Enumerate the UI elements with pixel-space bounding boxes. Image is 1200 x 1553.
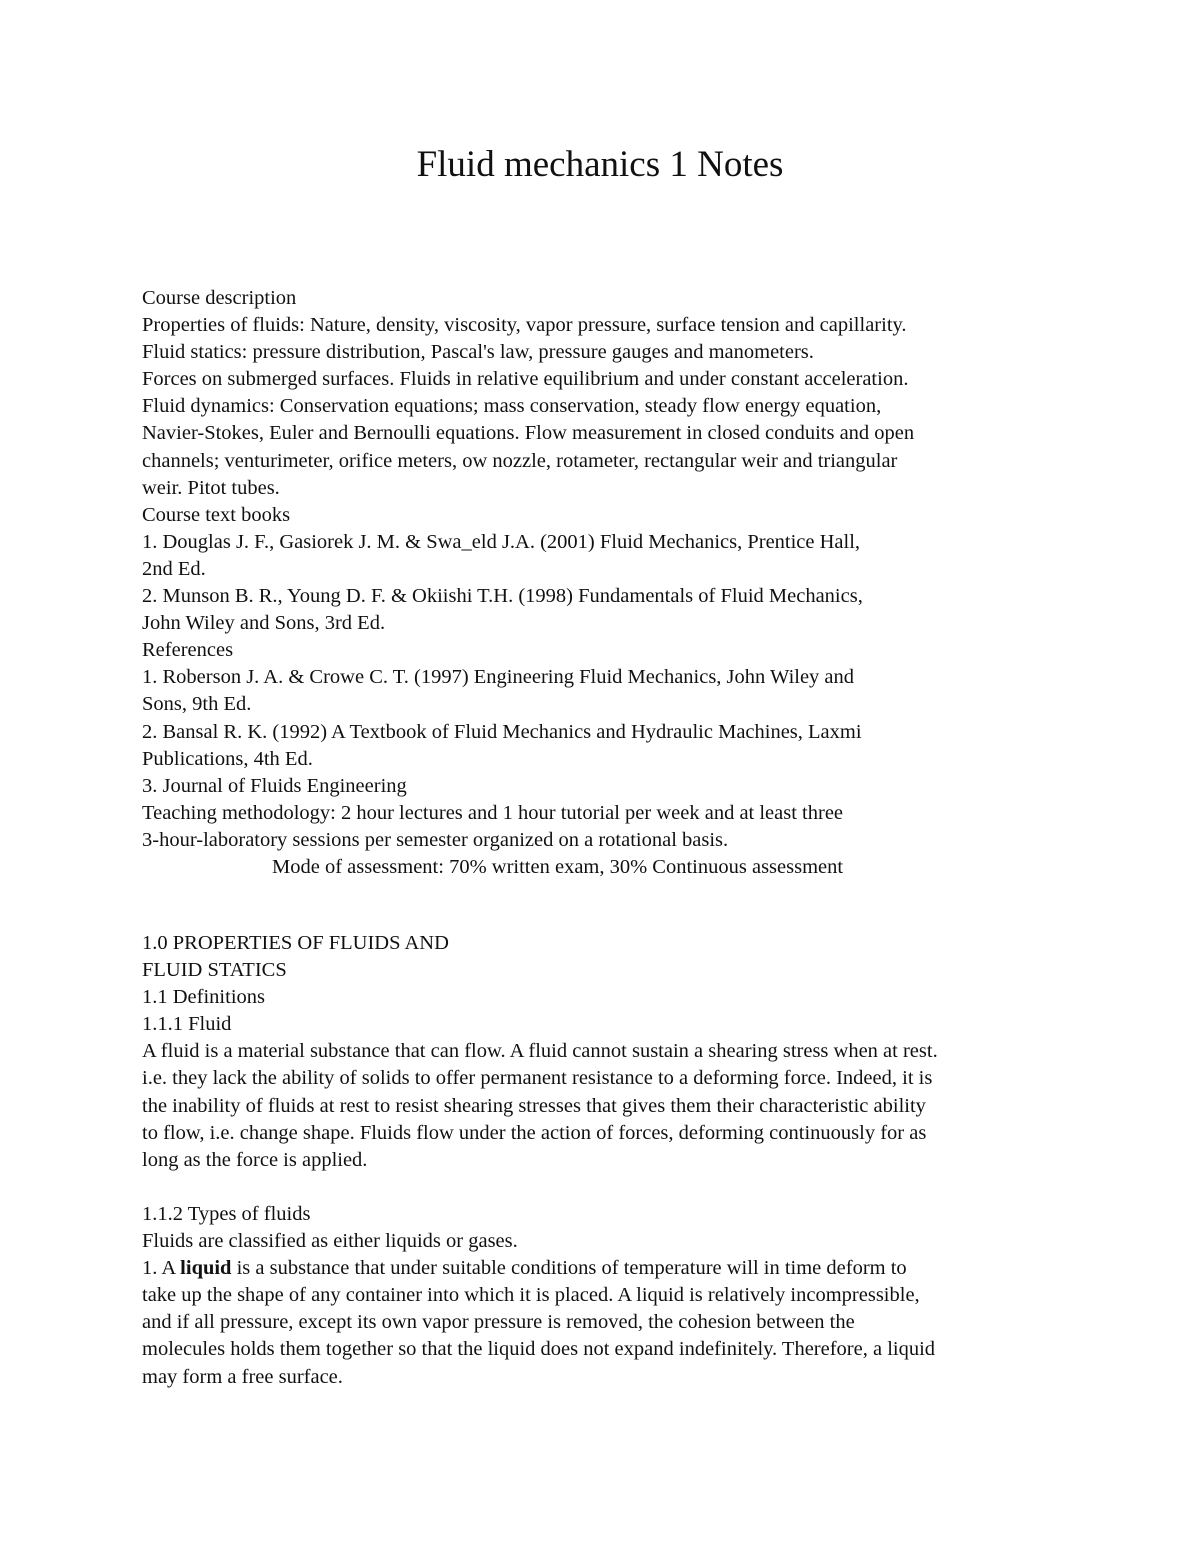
textbook-line: John Wiley and Sons, 3rd Ed. — [142, 612, 386, 635]
chapter-block — [142, 930, 1072, 1391]
section-heading-types: 1.1.2 Types of fluids — [142, 1202, 311, 1225]
textbook-line: 2nd Ed. — [142, 557, 206, 580]
chapter-heading: 1.0 PROPERTIES OF FLUIDS AND — [142, 932, 449, 954]
section-heading-definitions: 1.1 Definitions — [142, 986, 265, 1009]
fluid-paragraph-line: A fluid is a material substance that can flow. A fluid cannot sustain a shearing stress when at rest. — [142, 1040, 938, 1063]
course-description-line: weir. Pitot tubes. — [142, 476, 280, 499]
liquid-paragraph-first-line — [142, 1255, 1072, 1282]
course-description-heading: Course description — [142, 287, 297, 309]
liquid-paragraph-line: may form a free surface. — [142, 1365, 343, 1388]
liquid-paragraph-line: molecules holds them together so that the liquid does not expand indefinitely. Therefore, a liquid — [142, 1338, 936, 1361]
reference-line: 3. Journal of Fluids Engineering — [142, 774, 407, 797]
liquid-term: liquid — [180, 1257, 232, 1280]
teaching-methodology-line: 3-hour-laboratory sessions per semester organized on a rotational basis. — [142, 828, 729, 851]
types-intro: Fluids are classified as either liquids or gases. — [142, 1230, 518, 1253]
assessment-line: Mode of assessment: 70% written exam, 30% Continuous assessment — [272, 855, 844, 878]
reference-line: 1. Roberson J. A. & Crowe C. T. (1997) Engineering Fluid Mechanics, John Wiley and — [142, 666, 855, 689]
liquid-paragraph-line: take up the shape of any container into which it is placed. A liquid is relatively incompressible, — [142, 1284, 920, 1307]
course-description-line: Properties of fluids: Nature, density, viscosity, vapor pressure, surface tension and capillarity. — [142, 314, 907, 337]
course-description-line: channels; venturimeter, orifice meters, ow nozzle, rotameter, rectangular weir and triangular — [142, 449, 898, 472]
course-info-block — [142, 285, 1072, 881]
fluid-paragraph-line: i.e. they lack the ability of solids to offer permanent resistance to a deforming force. Indeed, it is — [142, 1067, 933, 1090]
blank-line — [142, 1174, 1072, 1201]
chapter-heading: FLUID STATICS — [142, 959, 287, 982]
section-heading-fluid: 1.1.1 Fluid — [142, 1013, 232, 1036]
fluid-paragraph-line: to flow, i.e. change shape. Fluids flow under the action of forces, deforming continuously for as — [142, 1121, 927, 1144]
reference-line: Sons, 9th Ed. — [142, 693, 252, 716]
teaching-methodology-line: Teaching methodology: 2 hour lectures and 1 hour tutorial per week and at least three — [142, 801, 844, 824]
fluid-paragraph-line: long as the force is applied. — [142, 1148, 368, 1171]
liquid-paragraph-line: and if all pressure, except its own vapor pressure is removed, the cohesion between the — [142, 1311, 855, 1334]
course-description-line: Forces on submerged surfaces. Fluids in relative equilibrium and under constant acceleration. — [142, 368, 909, 391]
reference-line: Publications, 4th Ed. — [142, 747, 313, 770]
liquid-prefix: 1. A — [142, 1257, 181, 1280]
references-heading: References — [142, 639, 234, 662]
textbooks-heading: Course text books — [142, 503, 291, 526]
textbook-line: 2. Munson B. R., Young D. F. & Okiishi T.H. (1998) Fundamentals of Fluid Mechanics, — [142, 585, 863, 608]
textbook-line: 1. Douglas J. F., Gasiorek J. M. & Swa_eld J.A. (2001) Fluid Mechanics, Prentice Hall, — [142, 530, 861, 553]
course-description-line: Fluid statics: pressure distribution, Pascal's law, pressure gauges and manometers. — [142, 341, 814, 364]
reference-line: 2. Bansal R. K. (1992) A Textbook of Fluid Mechanics and Hydraulic Machines, Laxmi — [142, 720, 862, 743]
course-description-line: Navier-Stokes, Euler and Bernoulli equations. Flow measurement in closed conduits and open — [142, 422, 915, 445]
course-description-line: Fluid dynamics: Conservation equations; mass conservation, steady flow energy equation, — [142, 395, 882, 418]
fluid-paragraph-line: the inability of fluids at rest to resist shearing stresses that gives them their characteristic ability — [142, 1094, 926, 1117]
liquid-first-line-rest: is a substance that under suitable conditions of temperature will in time deform to — [231, 1257, 907, 1280]
document-title: Fluid mechanics 1 Notes — [416, 144, 784, 185]
